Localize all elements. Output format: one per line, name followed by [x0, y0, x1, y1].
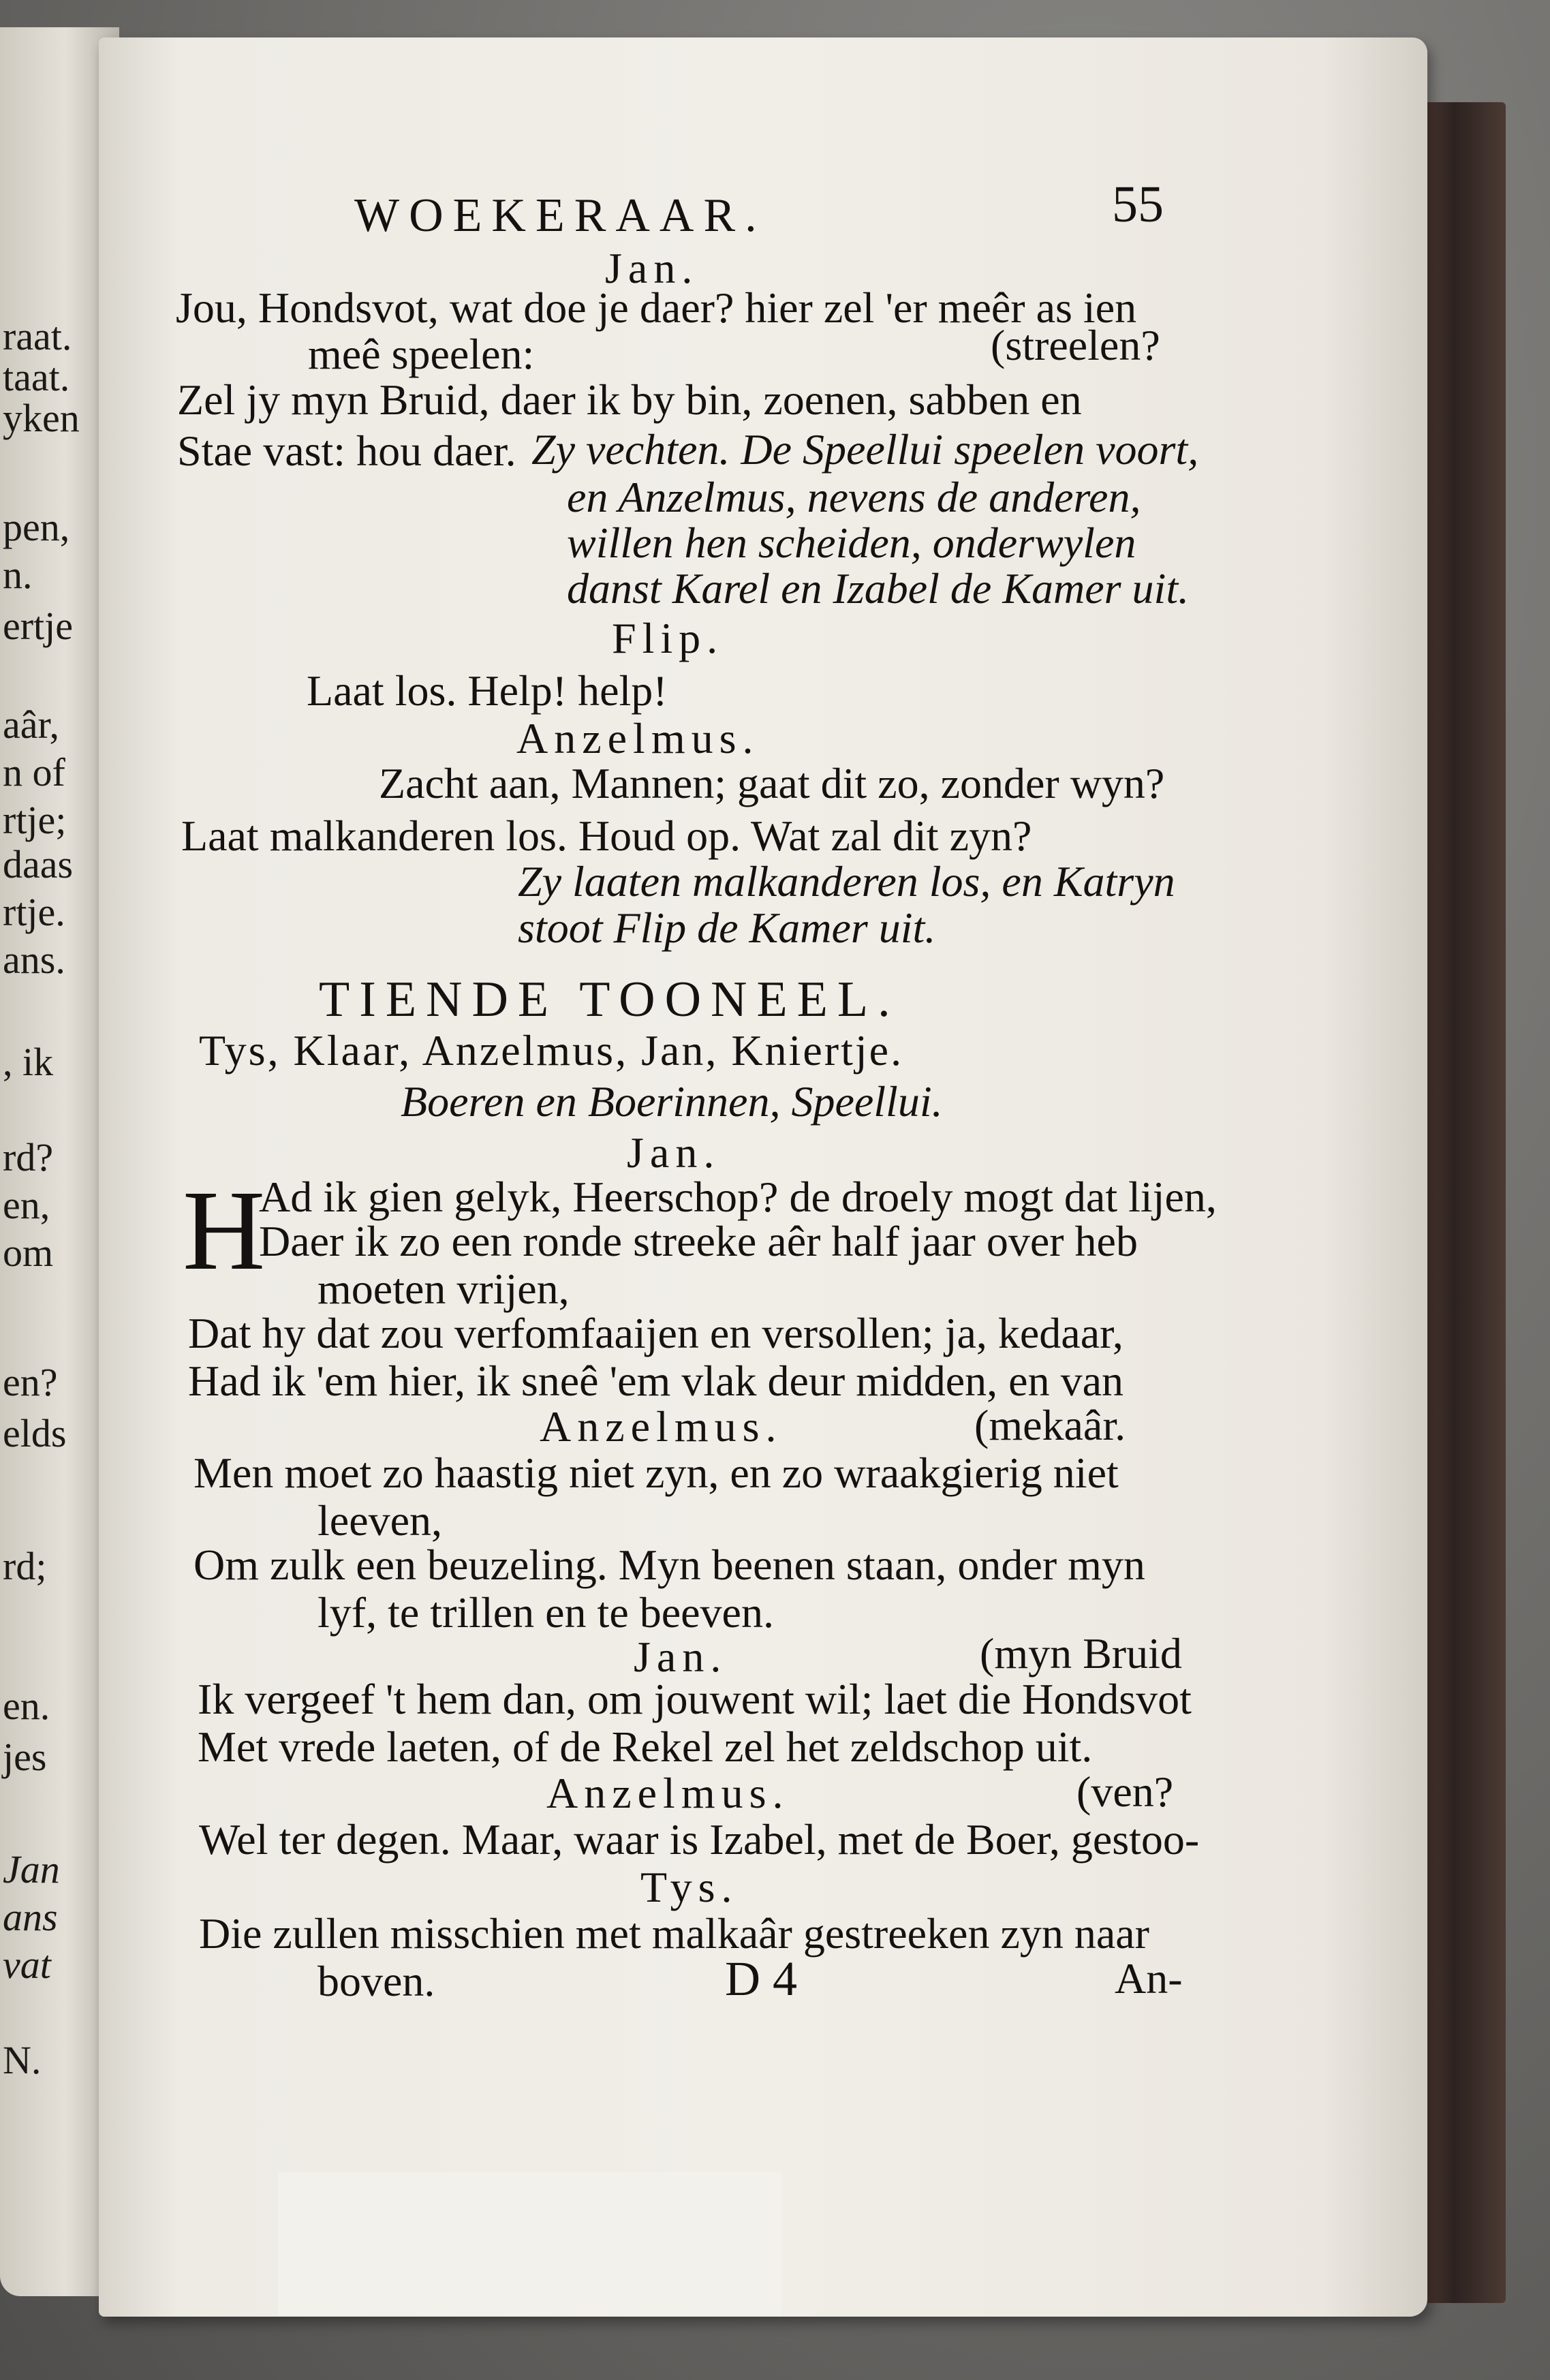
stage-direction: Zy vechten. De Speellui speelen voort,	[531, 425, 1199, 474]
left-fragment: daas	[3, 842, 74, 886]
paper-patch	[278, 2172, 782, 2315]
text-line: Om zulk een beuzeling. Myn beenen staan, onder myn	[193, 1541, 1145, 1589]
text-line: Met vrede laeten, of de Rekel zel het zeldschop uit.	[198, 1722, 1093, 1771]
scene-heading: TIENDE TOONEEL.	[319, 972, 900, 1027]
speaker-anzelmus: Anzelmus.	[516, 714, 760, 762]
text-line: Stae vast: hou daer.	[177, 427, 516, 475]
left-fragment: aâr,	[3, 702, 59, 747]
left-fragment: Jan	[3, 1847, 60, 1891]
left-fragment: N.	[3, 2038, 42, 2082]
drop-cap: H	[183, 1167, 266, 1294]
left-fragment: n of	[3, 750, 65, 794]
stage-direction: willen hen scheiden, onderwylen	[567, 519, 1136, 567]
text-line: Ik vergeef 't hem dan, om jouwent wil; laet die Hondsvot	[198, 1675, 1192, 1723]
left-fragment: yken	[3, 396, 80, 440]
left-fragment: raat.	[3, 314, 72, 358]
left-fragment: om	[3, 1231, 54, 1275]
text-line: Dat hy dat zou verfomfaaijen en versollen; ja, kedaar,	[188, 1309, 1123, 1357]
left-fragment: rd;	[3, 1544, 47, 1588]
text-line: Had ik 'em hier, ik sneê 'em vlak deur midden, en van	[188, 1357, 1123, 1405]
text-line: moeten vrijen,	[317, 1265, 570, 1313]
text-line: Jou, Hondsvot, wat doe je daer? hier zel 'er meêr as ien	[176, 283, 1137, 332]
left-fragment: vat	[3, 1943, 51, 1987]
text-line: lyf, te trillen en te beeven.	[317, 1588, 774, 1637]
text-line: meê speelen:	[308, 330, 535, 378]
left-fragment: elds	[3, 1411, 67, 1455]
left-fragment: ans	[3, 1895, 58, 1939]
speaker-anzelmus: Anzelmus.	[540, 1402, 783, 1451]
stage-direction: Zy laaten malkanderen los, en Katryn	[518, 857, 1175, 906]
speaker-jan: Jan.	[605, 244, 699, 292]
left-fragment: ertje	[3, 604, 74, 648]
speaker-anzelmus: Anzelmus.	[546, 1769, 790, 1817]
text-line: (streelen?	[991, 321, 1160, 369]
page-number: 55	[1112, 176, 1164, 233]
left-fragment: en,	[3, 1183, 50, 1227]
text-line: (myn Bruid	[980, 1629, 1182, 1678]
left-fragment: jes	[3, 1735, 47, 1779]
scene-characters: Tys, Klaar, Anzelmus, Jan, Kniertje.	[199, 1026, 904, 1075]
left-fragment: , ik	[3, 1040, 54, 1084]
left-fragment: en.	[3, 1684, 50, 1728]
left-fragment: ans.	[3, 938, 65, 982]
catchword: An-	[1115, 1954, 1183, 2003]
speaker-flip: Flip.	[612, 614, 724, 662]
stage-direction: danst Karel en Izabel de Kamer uit.	[567, 564, 1190, 613]
left-fragment: n.	[3, 553, 33, 597]
left-fragment: taat.	[3, 355, 70, 399]
text-line: Zel jy myn Bruid, daer ik by bin, zoenen, sabben en	[177, 375, 1082, 424]
text-line: Daer ik zo een ronde streeke aêr half jaar over heb	[259, 1217, 1138, 1265]
text-line: (ven?	[1076, 1767, 1174, 1816]
speaker-tys: Tys.	[640, 1863, 739, 1911]
text-line: leeven,	[317, 1496, 442, 1545]
speaker-jan: Jan.	[627, 1128, 721, 1177]
text-line: Ad ik gien gelyk, Heerschop? de droely mogt dat lijen,	[259, 1173, 1217, 1221]
stage-direction: stoot Flip de Kamer uit.	[518, 903, 936, 952]
left-fragment: rtje.	[3, 890, 65, 934]
left-fragment: en?	[3, 1360, 58, 1404]
left-fragment: pen,	[3, 505, 70, 549]
text-line: Wel ter degen. Maar, waar is Izabel, met de Boer, gestoo-	[199, 1815, 1200, 1864]
text-line: Laat los. Help! help!	[307, 666, 668, 715]
running-head: WOEKERAAR.	[354, 189, 766, 242]
left-fragment: rd?	[3, 1135, 54, 1179]
text-line: Die zullen misschien met malkaâr gestreeken zyn naar	[199, 1909, 1149, 1958]
stage-direction: en Anzelmus, nevens de anderen,	[567, 473, 1141, 521]
text-line: Zacht aan, Mannen; gaat dit zo, zonder wyn?	[379, 759, 1165, 807]
text-line: boven.	[317, 1957, 435, 2005]
text-line: Men moet zo haastig niet zyn, en zo wraakgierig niet	[193, 1449, 1119, 1497]
stage-direction: Boeren en Boerinnen, Speellui.	[401, 1077, 943, 1126]
text-line: (mekaâr.	[974, 1401, 1126, 1449]
text-line: Laat malkanderen los. Houd op. Wat zal dit zyn?	[181, 812, 1032, 860]
signature-mark: D 4	[725, 1951, 797, 2006]
left-fragment: rtje;	[3, 798, 67, 842]
speaker-jan: Jan.	[634, 1633, 728, 1681]
